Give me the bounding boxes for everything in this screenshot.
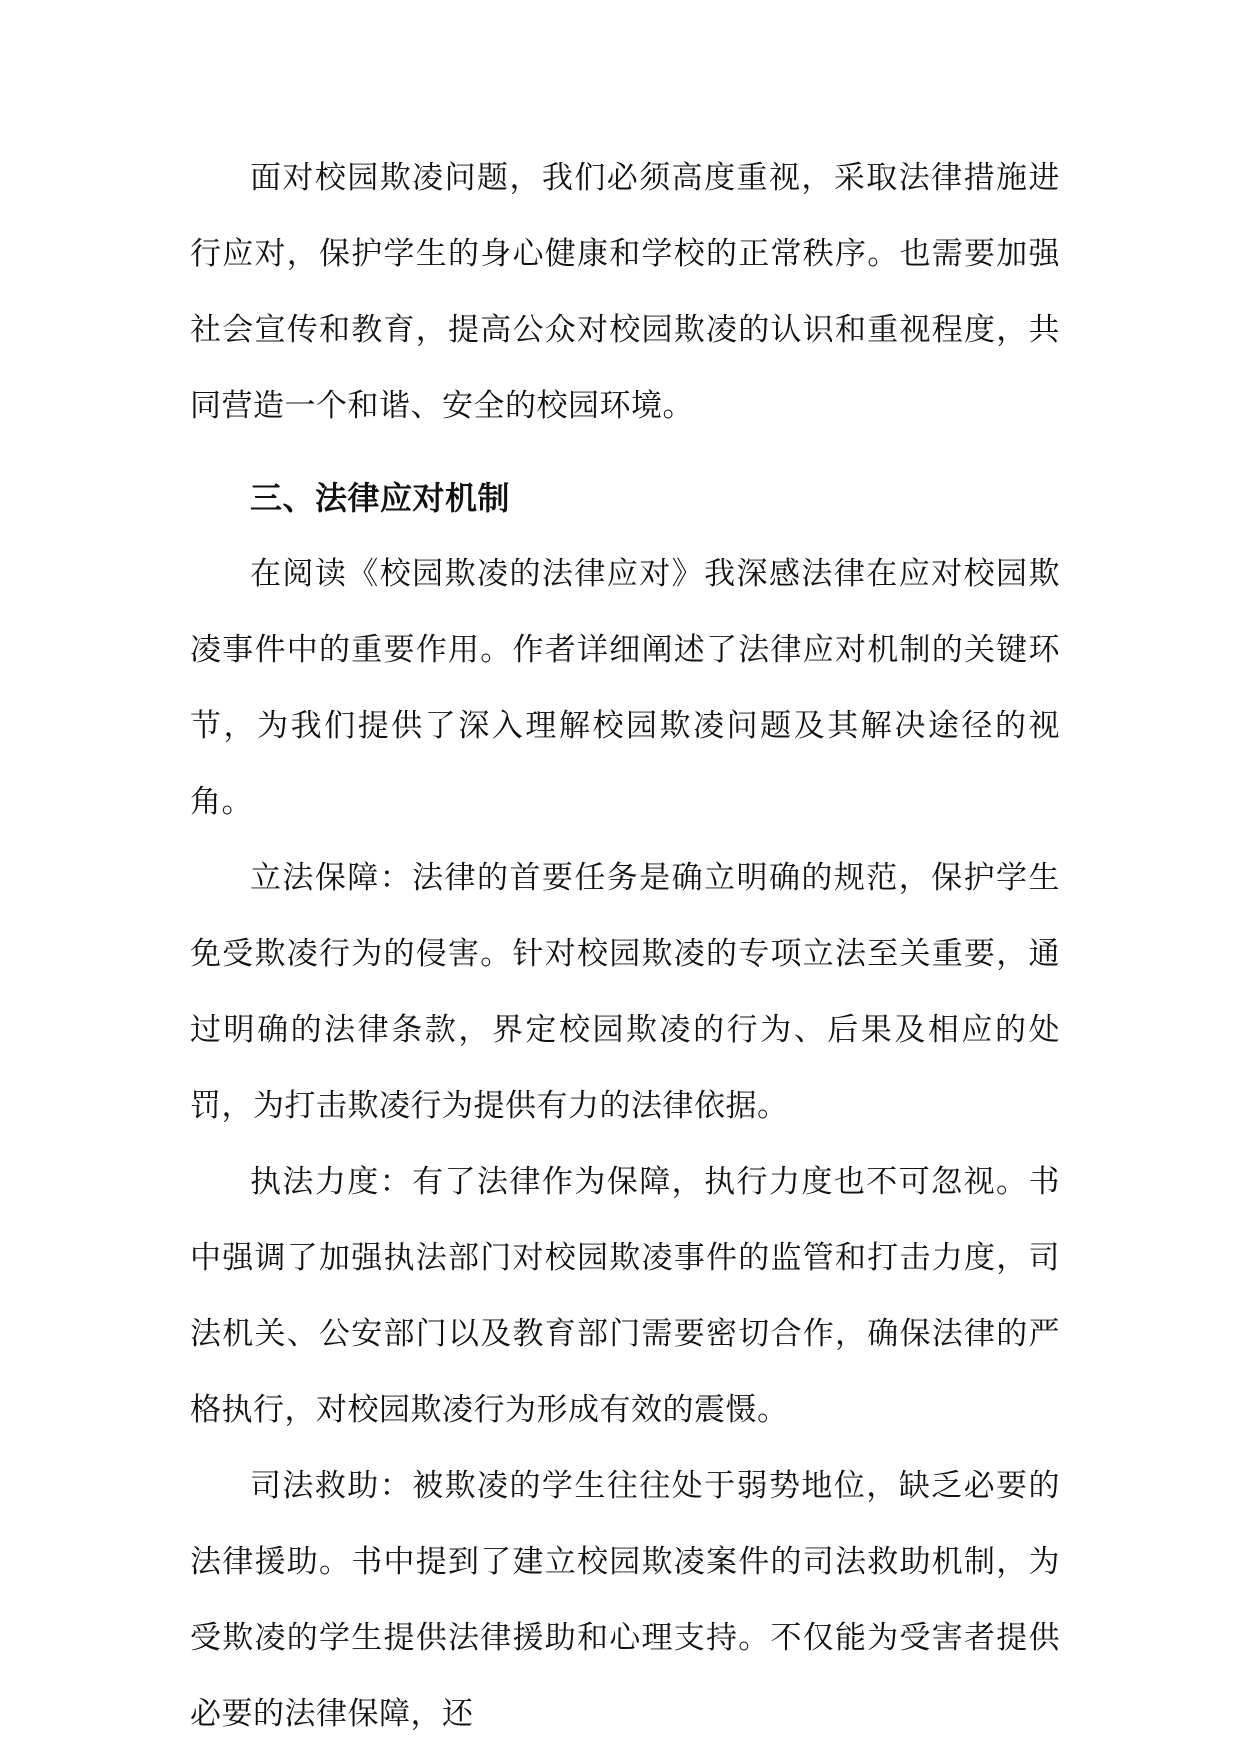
paragraph-legislation: 立法保障：法律的首要任务是确立明确的规范，保护学生免受欺凌行为的侵害。针对校园欺凌的专项立法至关重要，通过明确的法律条款，界定校园欺凌的行为、后果及相应的处罚，为打击欺凌行为提供有力的法律依据。 xyxy=(190,860,1060,1124)
paragraph-judicial-aid: 司法救助：被欺凌的学生往往处于弱势地位，缺乏必要的法律援助。书中提到了建立校园欺凌案件的司法救助机制，为受欺凌的学生提供法律援助和心理支持。不仅能为受害者提供必要的法律保障，还 xyxy=(190,1468,1060,1732)
section-heading: 三、法律应对机制 xyxy=(250,479,511,517)
document-body xyxy=(190,140,1060,1752)
paragraph-enforcement: 执法力度：有了法律作为保障，执行力度也不可忽视。书中强调了加强执法部门对校园欺凌事件的监管和打击力度，司法机关、公安部门以及教育部门需要密切合作，确保法律的严格执行，对校园欺凌行为形成有效的震慑。 xyxy=(190,1164,1060,1428)
paragraph-intro: 面对校园欺凌问题，我们必须高度重视，采取法律措施进行应对，保护学生的身心健康和学校的正常秩序。也需要加强社会宣传和教育，提高公众对校园欺凌的认识和重视程度，共同营造一个和谐、安全的校园环境。 xyxy=(190,160,1060,424)
paragraph-reading: 在阅读《校园欺凌的法律应对》我深感法律在应对校园欺凌事件中的重要作用。作者详细阐述了法律应对机制的关键环节，为我们提供了深入理解校园欺凌问题及其解决途径的视角。 xyxy=(190,556,1060,820)
